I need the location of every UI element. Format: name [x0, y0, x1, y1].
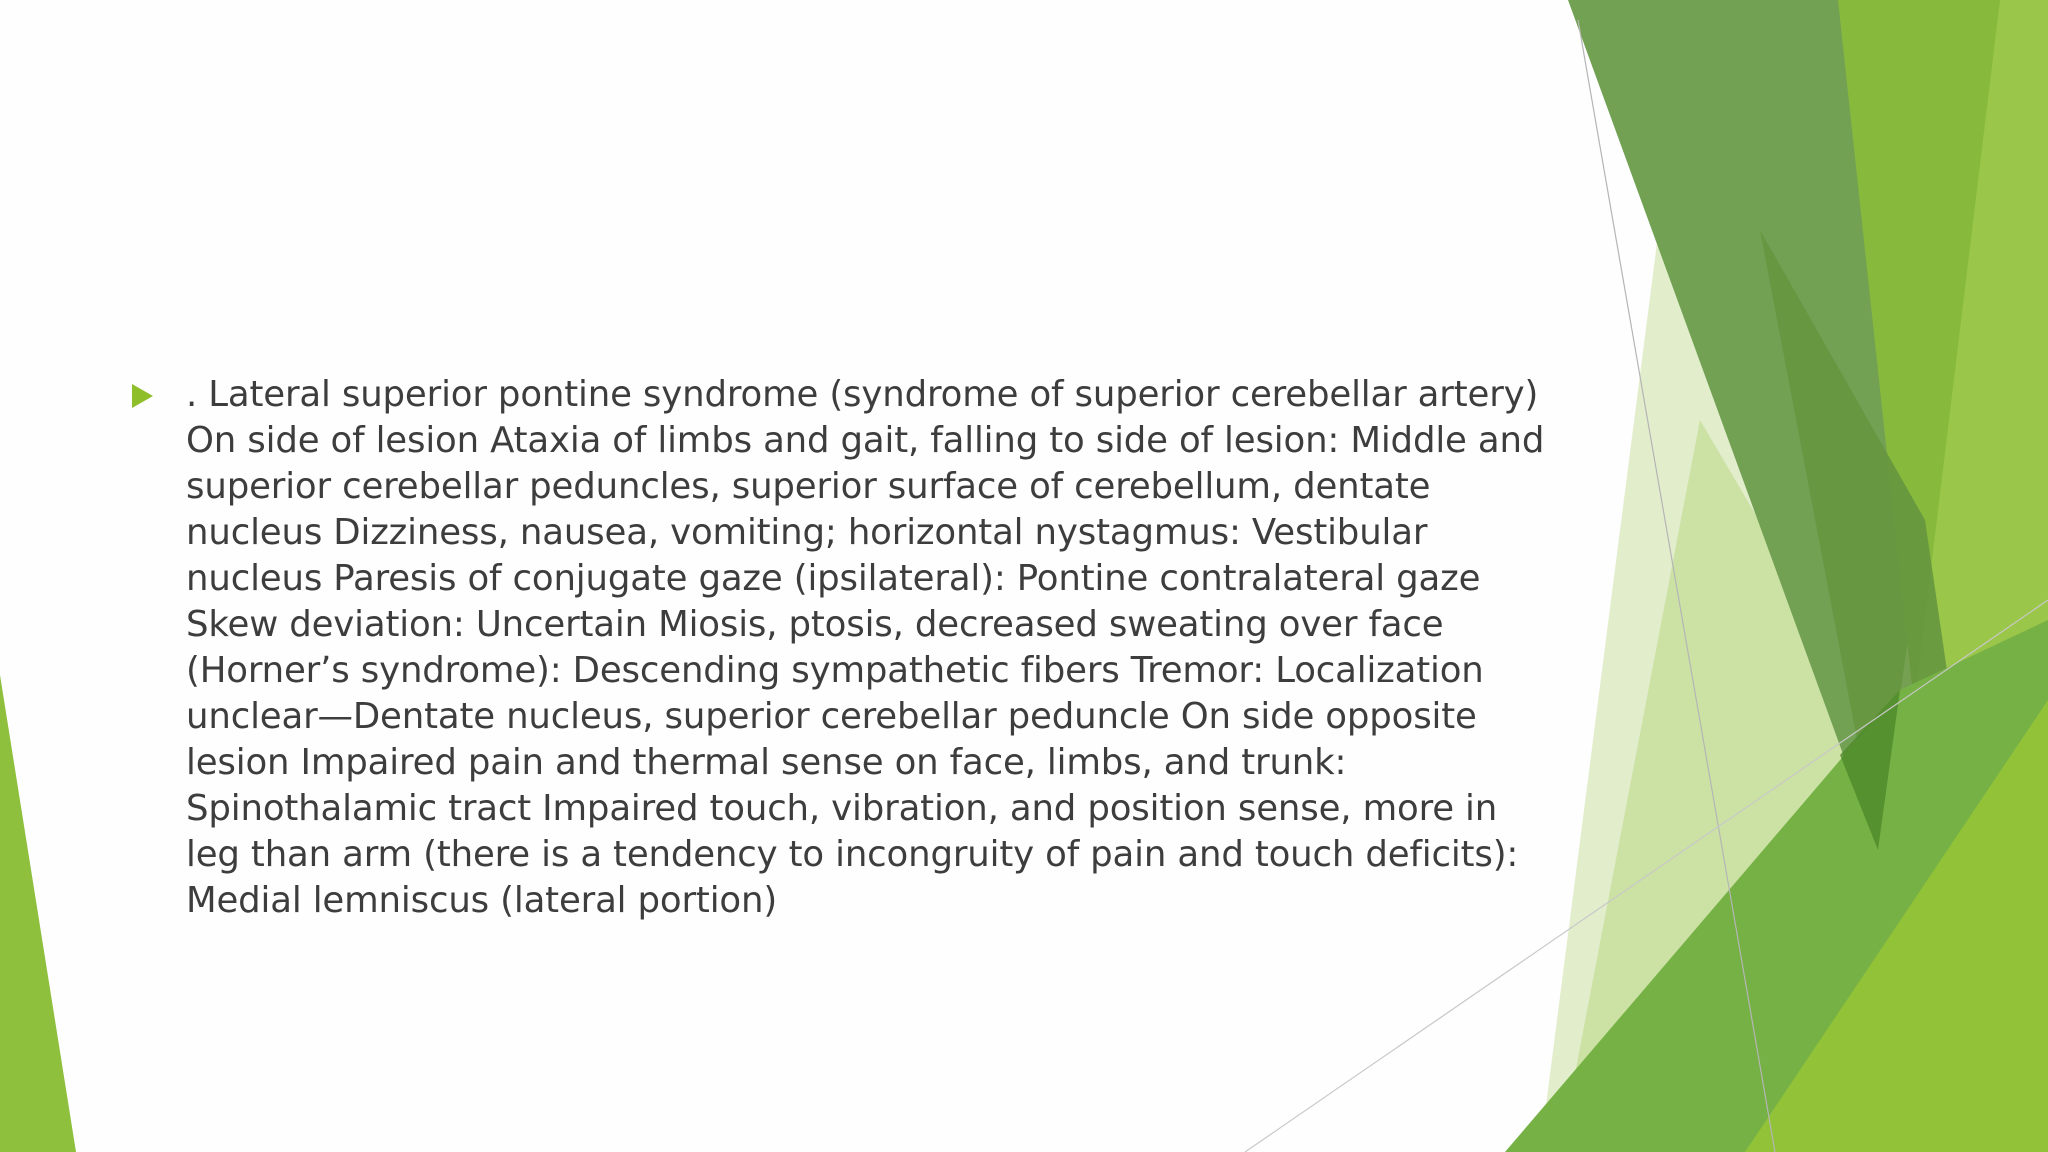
bullet-item-text: . Lateral superior pontine syndrome (syndrome of superior cerebellar artery) On side of lesion Ataxia of limbs and gait, falling to side of lesion: Middle and superior cerebellar peduncles, superior surface of cerebellum, dentate nucleus Dizziness, nausea, vomiting; horizontal nystagmus: Vestibular nucleus Paresis of conjugate gaze (ipsilateral): Pontine contralateral gaze Skew deviation: Uncertain Miosis, ptosis, decreased sweating over face (Horner’s syndrome): Descending sympathetic fibers Tremor: Localization unclear—Dentate nucleus, superior cerebellar peduncle On side opposite lesion Impaired pain and thermal sense on face, limbs, and trunk: Spinothalamic tract Impaired touch, vibration, and position sense, more in leg than arm (there is a tendency to incongruity of pain and touch deficits): Medial lemniscus (lateral portion): [186, 374, 1545, 921]
left-green-sliver: [0, 675, 76, 1152]
triangle-right-icon: [132, 384, 153, 408]
bullet-list: [130, 372, 1550, 924]
